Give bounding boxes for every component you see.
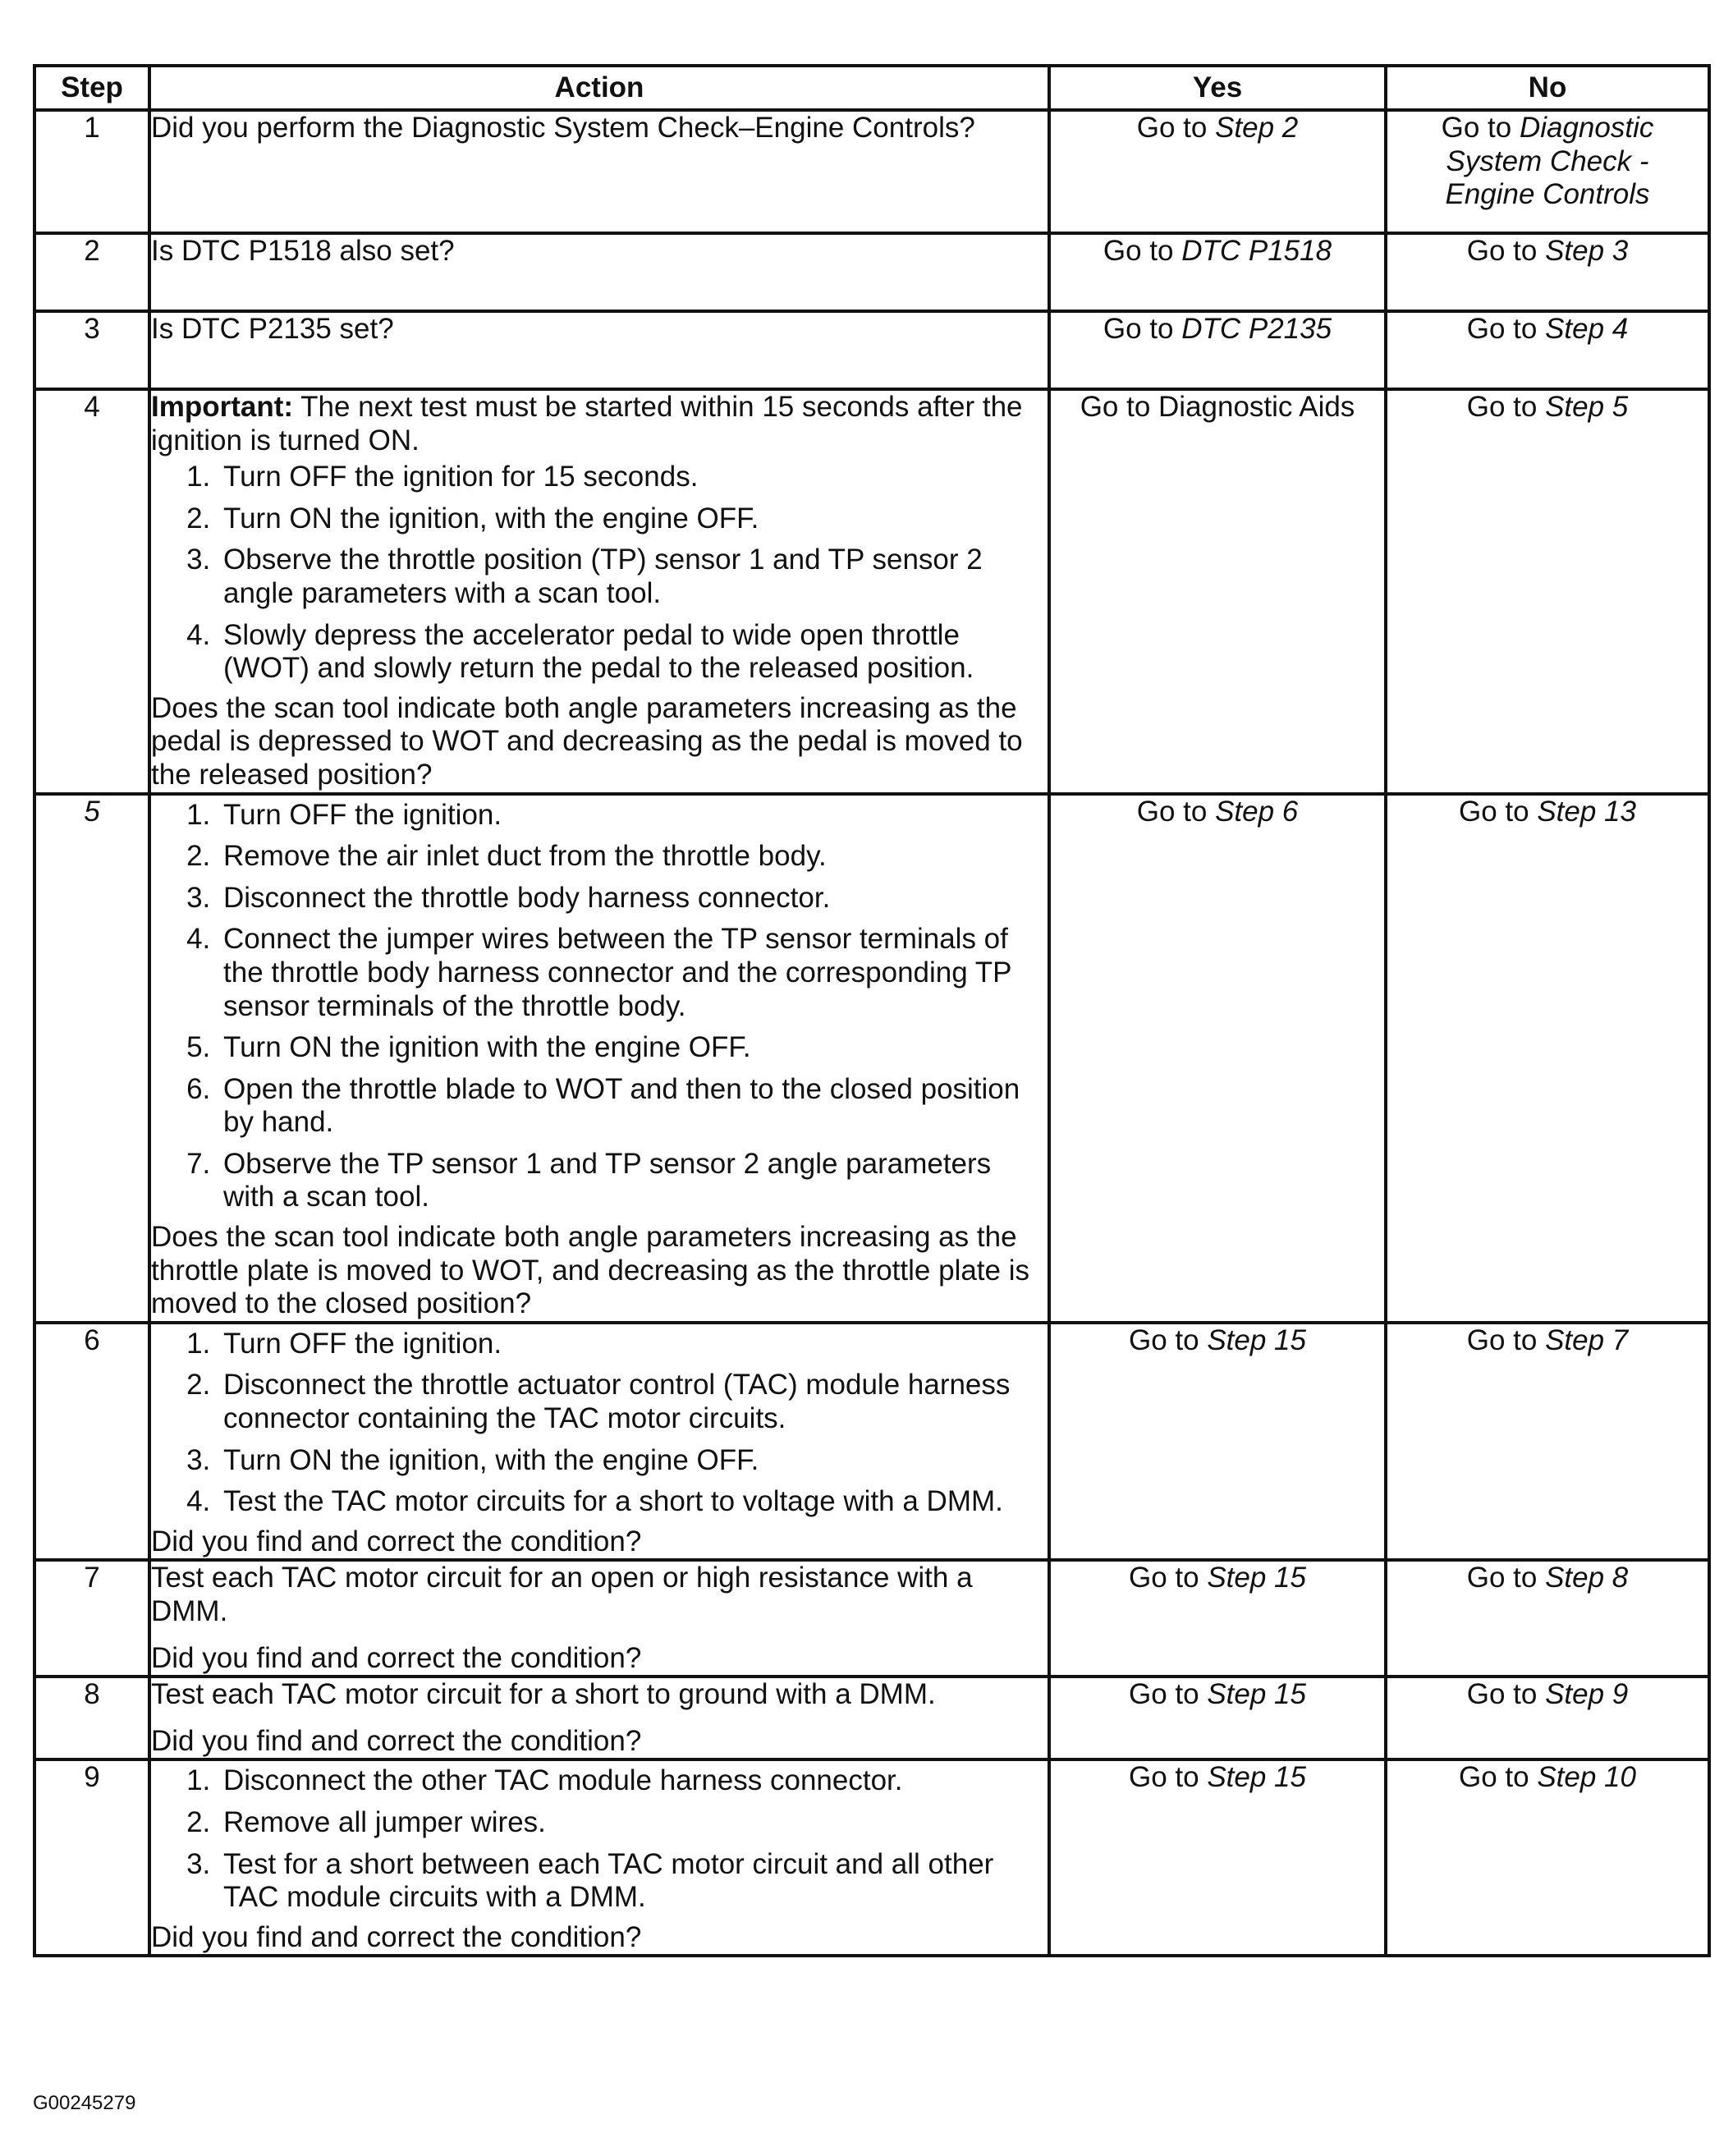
action-cell	[149, 1560, 1049, 1677]
step-number: 9	[34, 1759, 149, 1956]
yes-cell	[1049, 1759, 1386, 1956]
yes-prefix: Go to	[1136, 112, 1216, 144]
yes-prefix: Go to	[1103, 235, 1182, 267]
table-row	[34, 110, 1709, 233]
no-reference: Step 8	[1545, 1562, 1629, 1594]
question: Is DTC P1518 also set?	[151, 235, 455, 267]
procedure-list	[151, 799, 1048, 1215]
question: Did you find and correct the condition?	[151, 1525, 642, 1557]
question: Did you perform the Diagnostic System Check–Engine Controls?	[151, 112, 975, 144]
question: Did you find and correct the condition?	[151, 1641, 642, 1674]
step-number: 3	[34, 311, 149, 389]
no-reference: Diagnostic System Check - Engine Controls	[1445, 112, 1654, 211]
list-item: 2. Remove all jumper wires.	[218, 1806, 1048, 1840]
yes-cell	[1049, 794, 1386, 1323]
no-prefix: Go to	[1459, 795, 1538, 828]
yes-reference: DTC P1518	[1181, 235, 1332, 267]
question: Does the scan tool indicate both angle parameters increasing as the throttle plate is moved to WOT, and decreasing as the throttle plate is moved to the closed position?	[151, 1221, 1029, 1320]
yes-reference: DTC P2135	[1181, 313, 1332, 345]
no-prefix: Go to	[1466, 313, 1546, 345]
no-prefix: Go to	[1466, 1323, 1546, 1356]
action-cell	[149, 110, 1049, 233]
figure-id: G00245279	[33, 2092, 136, 2114]
table-row	[34, 1677, 1709, 1759]
no-reference: Step 4	[1545, 313, 1629, 345]
yes-prefix: Go to Diagnostic Aids	[1080, 391, 1355, 423]
yes-prefix: Go to	[1129, 1678, 1208, 1711]
instruction: Test each TAC motor circuit for a short to ground with a DMM.	[151, 1678, 936, 1711]
action-cell	[149, 389, 1049, 794]
yes-reference: Step 6	[1215, 795, 1299, 828]
no-cell	[1386, 311, 1709, 389]
no-cell	[1386, 110, 1709, 233]
list-item: 1. Turn OFF the ignition.	[218, 1328, 1048, 1361]
list-item: 4. Connect the jumper wires between the TP sensor terminals of the throttle body harness connector and the corresponding TP sensor terminals of the throttle body.	[218, 923, 1048, 1023]
procedure-list	[151, 461, 1048, 686]
list-item: 3. Test for a short between each TAC motor circuit and all other TAC module circuits with a DMM.	[218, 1848, 1048, 1915]
list-item: 6. Open the throttle blade to WOT and then to the closed position by hand.	[218, 1073, 1048, 1140]
action-cell	[149, 311, 1049, 389]
header-step: Step	[34, 66, 149, 110]
yes-cell	[1049, 1677, 1386, 1759]
no-cell	[1386, 233, 1709, 311]
list-item: 1. Disconnect the other TAC module harness connector.	[218, 1764, 1048, 1798]
diagnostic-table	[33, 64, 1711, 1957]
header-yes: Yes	[1049, 66, 1386, 110]
list-item: 1. Turn OFF the ignition for 15 seconds.	[218, 461, 1048, 494]
action-cell	[149, 794, 1049, 1323]
yes-prefix: Go to	[1129, 1761, 1208, 1794]
no-reference: Step 13	[1537, 795, 1636, 828]
procedure-list	[151, 1764, 1048, 1914]
list-item: 1. Turn OFF the ignition.	[218, 799, 1048, 833]
yes-reference: Step 15	[1207, 1323, 1306, 1356]
no-cell	[1386, 1560, 1709, 1677]
question: Did you find and correct the condition?	[151, 1724, 642, 1757]
table-row	[34, 1323, 1709, 1561]
step-number: 2	[34, 233, 149, 311]
header-action: Action	[149, 66, 1049, 110]
header-row	[34, 66, 1709, 110]
yes-cell	[1049, 233, 1386, 311]
step-number: 7	[34, 1560, 149, 1677]
no-prefix: Go to	[1466, 1678, 1546, 1711]
yes-prefix: Go to	[1129, 1323, 1208, 1356]
instruction: Test each TAC motor circuit for an open or high resistance with a DMM.	[151, 1562, 973, 1627]
yes-reference: Step 15	[1207, 1562, 1306, 1594]
no-reference: Step 9	[1545, 1678, 1629, 1711]
no-cell	[1386, 1677, 1709, 1759]
step-number: 8	[34, 1677, 149, 1759]
yes-cell	[1049, 1560, 1386, 1677]
list-item: 4. Slowly depress the accelerator pedal to wide open throttle (WOT) and slowly return the pedal to the released position.	[218, 619, 1048, 686]
important-text: The next test must be started within 15 seconds after the ignition is turned ON.	[151, 391, 1023, 456]
table-row	[34, 794, 1709, 1323]
list-item: 5. Turn ON the ignition with the engine OFF.	[218, 1031, 1048, 1065]
no-reference: Step 7	[1545, 1323, 1629, 1356]
list-item: 2. Remove the air inlet duct from the throttle body.	[218, 840, 1048, 874]
table-row	[34, 389, 1709, 794]
header-no: No	[1386, 66, 1709, 110]
no-reference: Step 10	[1537, 1761, 1636, 1794]
important-label: Important:	[151, 391, 294, 423]
table-row	[34, 233, 1709, 311]
action-cell	[149, 233, 1049, 311]
no-reference: Step 3	[1545, 235, 1629, 267]
yes-reference: Step 15	[1207, 1761, 1306, 1794]
step-number: 5	[34, 794, 149, 1323]
no-cell	[1386, 1759, 1709, 1956]
no-cell	[1386, 389, 1709, 794]
list-item: 2. Disconnect the throttle actuator control (TAC) module harness connector containing the TAC motor circuits.	[218, 1369, 1048, 1435]
no-prefix: Go to	[1441, 112, 1520, 144]
list-item: 2. Turn ON the ignition, with the engine OFF.	[218, 502, 1048, 536]
step-number: 4	[34, 389, 149, 794]
question: Is DTC P2135 set?	[151, 313, 394, 345]
no-prefix: Go to	[1466, 235, 1546, 267]
step-number: 6	[34, 1323, 149, 1561]
list-item: 3. Observe the throttle position (TP) sensor 1 and TP sensor 2 angle parameters with a scan tool.	[218, 544, 1048, 610]
no-prefix: Go to	[1459, 1761, 1538, 1794]
step-number: 1	[34, 110, 149, 233]
no-prefix: Go to	[1466, 391, 1546, 423]
yes-cell	[1049, 389, 1386, 794]
yes-reference: Step 2	[1215, 112, 1299, 144]
no-prefix: Go to	[1466, 1562, 1546, 1594]
yes-prefix: Go to	[1129, 1562, 1208, 1594]
important-note	[151, 391, 1048, 457]
question: Did you find and correct the condition?	[151, 1920, 642, 1953]
list-item: 4. Test the TAC motor circuits for a short to voltage with a DMM.	[218, 1485, 1048, 1519]
list-item: 7. Observe the TP sensor 1 and TP sensor 2 angle parameters with a scan tool.	[218, 1148, 1048, 1214]
question: Does the scan tool indicate both angle parameters increasing as the pedal is depressed to WOT and decreasing as the pedal is moved to the released position?	[151, 691, 1023, 791]
list-item: 3. Disconnect the throttle body harness connector.	[218, 882, 1048, 915]
no-reference: Step 5	[1545, 391, 1629, 423]
yes-cell	[1049, 110, 1386, 233]
action-cell	[149, 1677, 1049, 1759]
table-row	[34, 1560, 1709, 1677]
yes-cell	[1049, 1323, 1386, 1561]
yes-reference: Step 15	[1207, 1678, 1306, 1711]
action-cell	[149, 1759, 1049, 1956]
yes-prefix: Go to	[1103, 313, 1182, 345]
action-cell	[149, 1323, 1049, 1561]
procedure-list	[151, 1328, 1048, 1519]
table-row	[34, 1759, 1709, 1956]
list-item: 3. Turn ON the ignition, with the engine OFF.	[218, 1444, 1048, 1478]
yes-prefix: Go to	[1136, 795, 1216, 828]
yes-cell	[1049, 311, 1386, 389]
no-cell	[1386, 794, 1709, 1323]
no-cell	[1386, 1323, 1709, 1561]
table-row	[34, 311, 1709, 389]
